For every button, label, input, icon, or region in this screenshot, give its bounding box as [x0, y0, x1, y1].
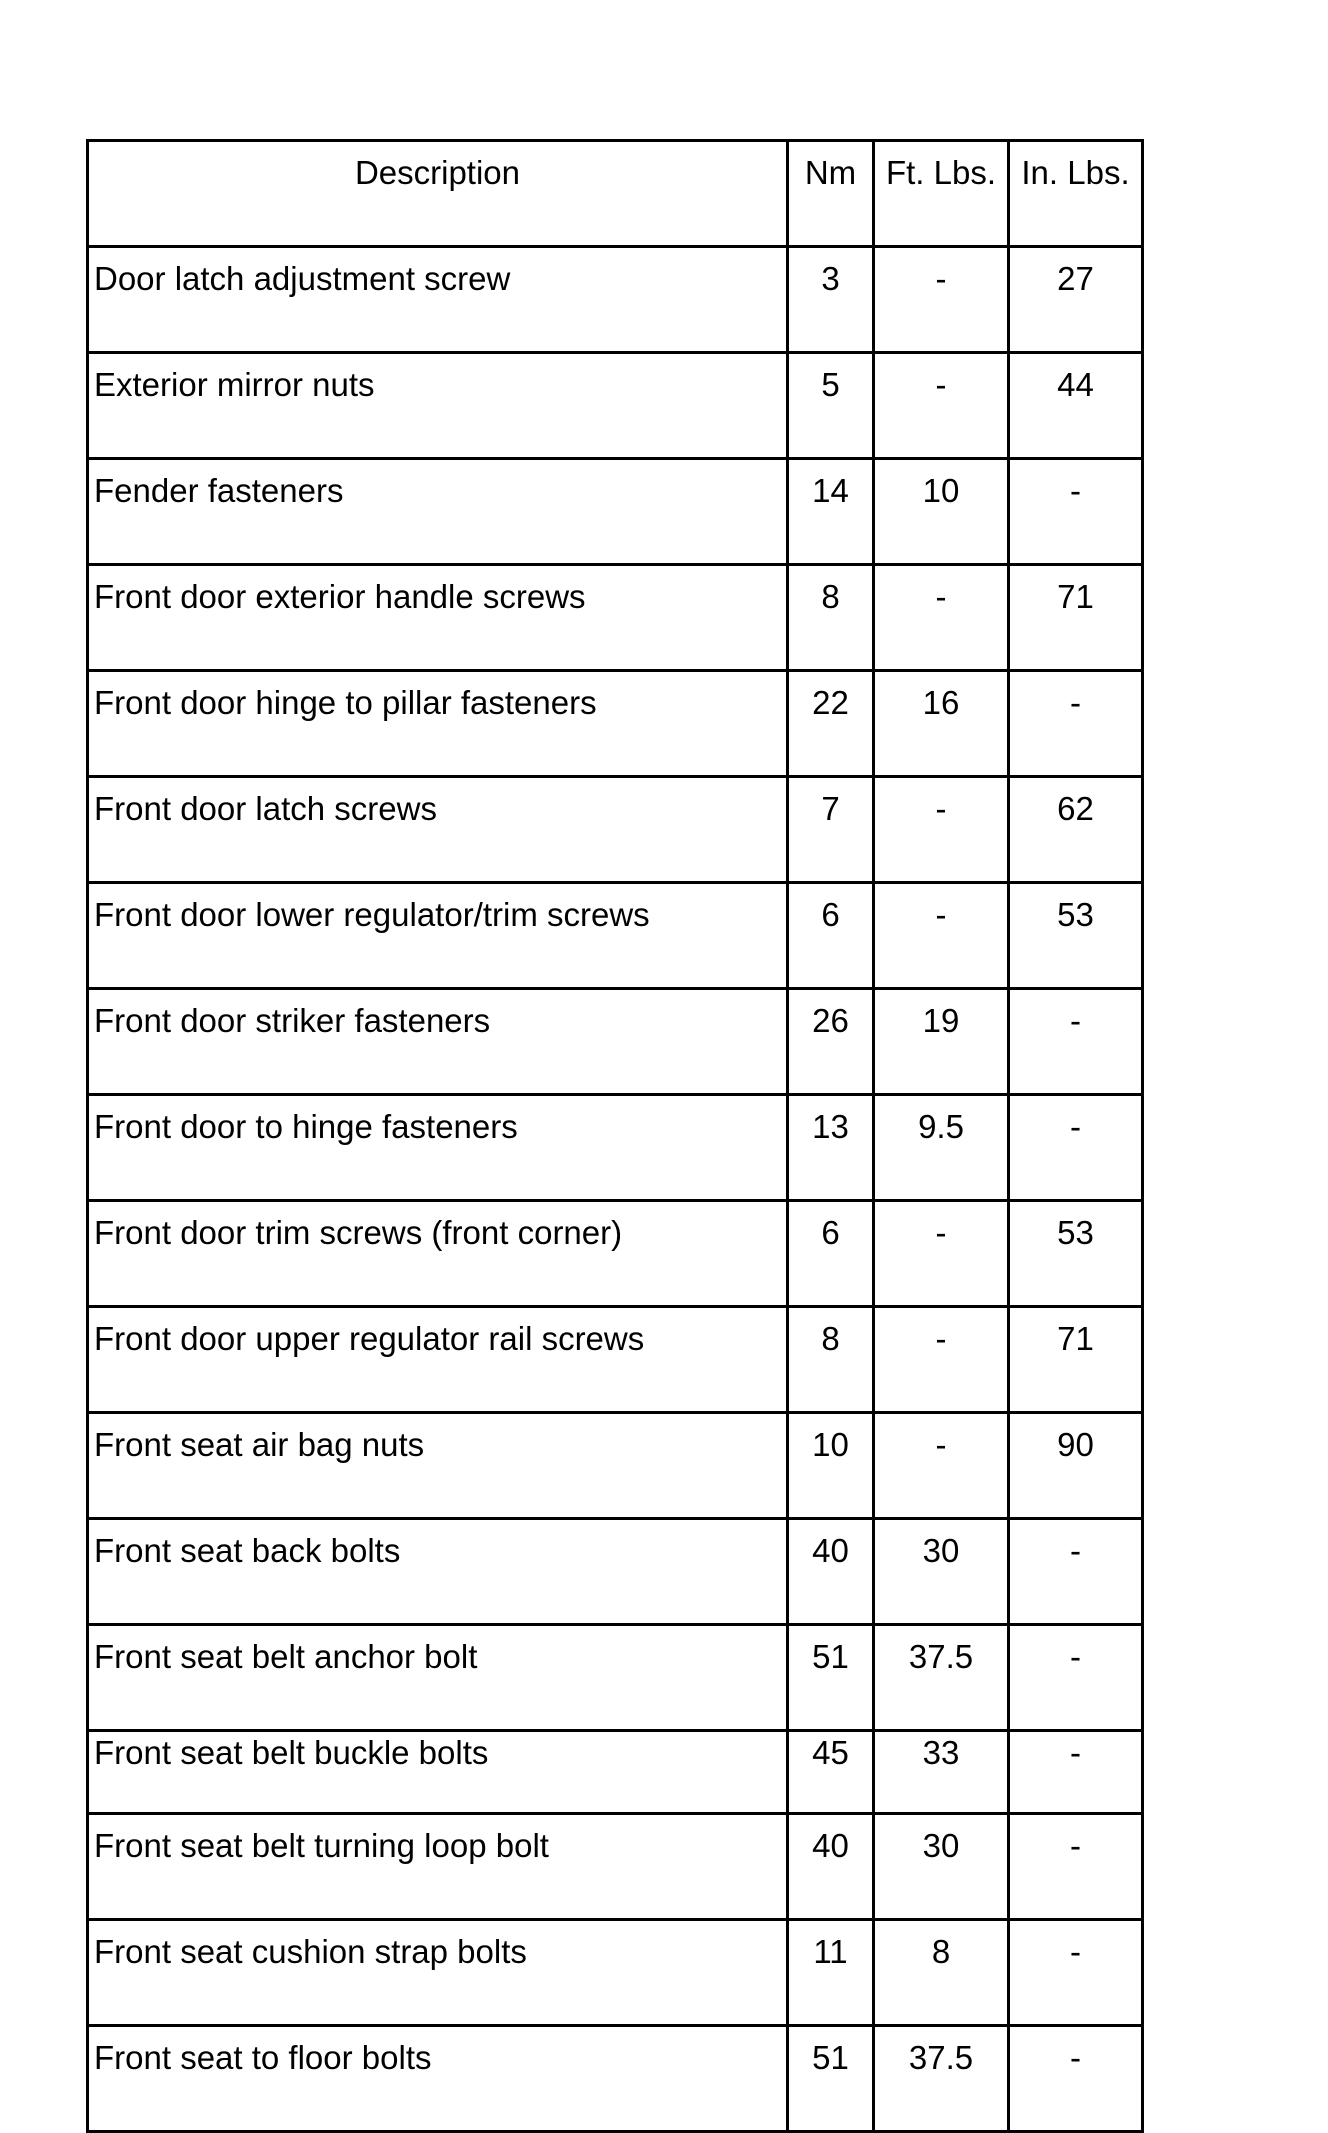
cell-nm: 51 — [788, 2026, 874, 2132]
cell-in-lbs: 44 — [1009, 353, 1143, 459]
cell-in-lbs: 62 — [1009, 777, 1143, 883]
table-row — [88, 1201, 1143, 1307]
cell-ft-lbs: 19 — [874, 989, 1009, 1095]
cell-description: Front seat cushion strap bolts — [88, 1920, 788, 2026]
cell-description: Front seat belt anchor bolt — [88, 1625, 788, 1731]
cell-nm: 3 — [788, 247, 874, 353]
cell-description: Front door trim screws (front corner) — [88, 1201, 788, 1307]
table-header-row — [88, 141, 1143, 247]
table-row — [88, 565, 1143, 671]
table-row — [88, 1307, 1143, 1413]
header-description: Description — [88, 141, 788, 247]
cell-description: Front door latch screws — [88, 777, 788, 883]
table-row — [88, 883, 1143, 989]
cell-description: Front seat back bolts — [88, 1519, 788, 1625]
cell-ft-lbs: 37.5 — [874, 2026, 1009, 2132]
cell-nm: 7 — [788, 777, 874, 883]
cell-in-lbs: - — [1009, 1095, 1143, 1201]
cell-nm: 6 — [788, 883, 874, 989]
cell-ft-lbs: 9.5 — [874, 1095, 1009, 1201]
cell-description: Front door exterior handle screws — [88, 565, 788, 671]
cell-ft-lbs: 33 — [874, 1731, 1009, 1814]
cell-in-lbs: - — [1009, 1814, 1143, 1920]
cell-description: Front door to hinge fasteners — [88, 1095, 788, 1201]
cell-description: Front seat air bag nuts — [88, 1413, 788, 1519]
cell-in-lbs: - — [1009, 1625, 1143, 1731]
cell-description: Front door upper regulator rail screws — [88, 1307, 788, 1413]
table-row — [88, 459, 1143, 565]
cell-in-lbs: - — [1009, 1920, 1143, 2026]
cell-nm: 26 — [788, 989, 874, 1095]
table-row — [88, 1519, 1143, 1625]
cell-ft-lbs: - — [874, 883, 1009, 989]
table-row — [88, 353, 1143, 459]
torque-spec-table — [86, 139, 1144, 2133]
cell-description: Front seat to floor bolts — [88, 2026, 788, 2132]
table-row — [88, 1413, 1143, 1519]
cell-in-lbs: - — [1009, 2026, 1143, 2132]
header-nm: Nm — [788, 141, 874, 247]
cell-in-lbs: 90 — [1009, 1413, 1143, 1519]
cell-nm: 14 — [788, 459, 874, 565]
table-row — [88, 1095, 1143, 1201]
cell-nm: 6 — [788, 1201, 874, 1307]
cell-nm: 51 — [788, 1625, 874, 1731]
cell-description: Front seat belt buckle bolts — [88, 1731, 788, 1814]
table-row — [88, 1625, 1143, 1731]
table-row — [88, 1920, 1143, 2026]
cell-in-lbs: - — [1009, 671, 1143, 777]
table-row — [88, 1814, 1143, 1920]
table-row — [88, 247, 1143, 353]
cell-description: Door latch adjustment screw — [88, 247, 788, 353]
cell-in-lbs: 27 — [1009, 247, 1143, 353]
cell-description: Front door striker fasteners — [88, 989, 788, 1095]
cell-ft-lbs: - — [874, 1201, 1009, 1307]
cell-ft-lbs: 8 — [874, 1920, 1009, 2026]
cell-ft-lbs: 10 — [874, 459, 1009, 565]
cell-ft-lbs: 16 — [874, 671, 1009, 777]
cell-nm: 45 — [788, 1731, 874, 1814]
cell-ft-lbs: - — [874, 353, 1009, 459]
cell-nm: 10 — [788, 1413, 874, 1519]
table-row — [88, 671, 1143, 777]
cell-in-lbs: 71 — [1009, 1307, 1143, 1413]
cell-in-lbs: - — [1009, 1731, 1143, 1814]
cell-nm: 8 — [788, 565, 874, 671]
cell-in-lbs: 53 — [1009, 1201, 1143, 1307]
cell-description: Front door hinge to pillar fasteners — [88, 671, 788, 777]
header-ft-lbs: Ft. Lbs. — [874, 141, 1009, 247]
cell-nm: 40 — [788, 1814, 874, 1920]
cell-ft-lbs: - — [874, 777, 1009, 883]
cell-description: Fender fasteners — [88, 459, 788, 565]
cell-description: Exterior mirror nuts — [88, 353, 788, 459]
cell-description: Front door lower regulator/trim screws — [88, 883, 788, 989]
table-row — [88, 1731, 1143, 1814]
cell-in-lbs: 53 — [1009, 883, 1143, 989]
cell-nm: 8 — [788, 1307, 874, 1413]
table-row — [88, 777, 1143, 883]
cell-ft-lbs: - — [874, 565, 1009, 671]
cell-in-lbs: - — [1009, 459, 1143, 565]
cell-ft-lbs: - — [874, 1307, 1009, 1413]
cell-nm: 22 — [788, 671, 874, 777]
cell-in-lbs: 71 — [1009, 565, 1143, 671]
cell-ft-lbs: 37.5 — [874, 1625, 1009, 1731]
cell-in-lbs: - — [1009, 1519, 1143, 1625]
cell-ft-lbs: 30 — [874, 1519, 1009, 1625]
cell-nm: 11 — [788, 1920, 874, 2026]
cell-nm: 5 — [788, 353, 874, 459]
cell-nm: 40 — [788, 1519, 874, 1625]
cell-nm: 13 — [788, 1095, 874, 1201]
cell-ft-lbs: 30 — [874, 1814, 1009, 1920]
table-row — [88, 2026, 1143, 2132]
cell-description: Front seat belt turning loop bolt — [88, 1814, 788, 1920]
cell-ft-lbs: - — [874, 1413, 1009, 1519]
cell-in-lbs: - — [1009, 989, 1143, 1095]
cell-ft-lbs: - — [874, 247, 1009, 353]
table-row — [88, 989, 1143, 1095]
header-in-lbs: In. Lbs. — [1009, 141, 1143, 247]
